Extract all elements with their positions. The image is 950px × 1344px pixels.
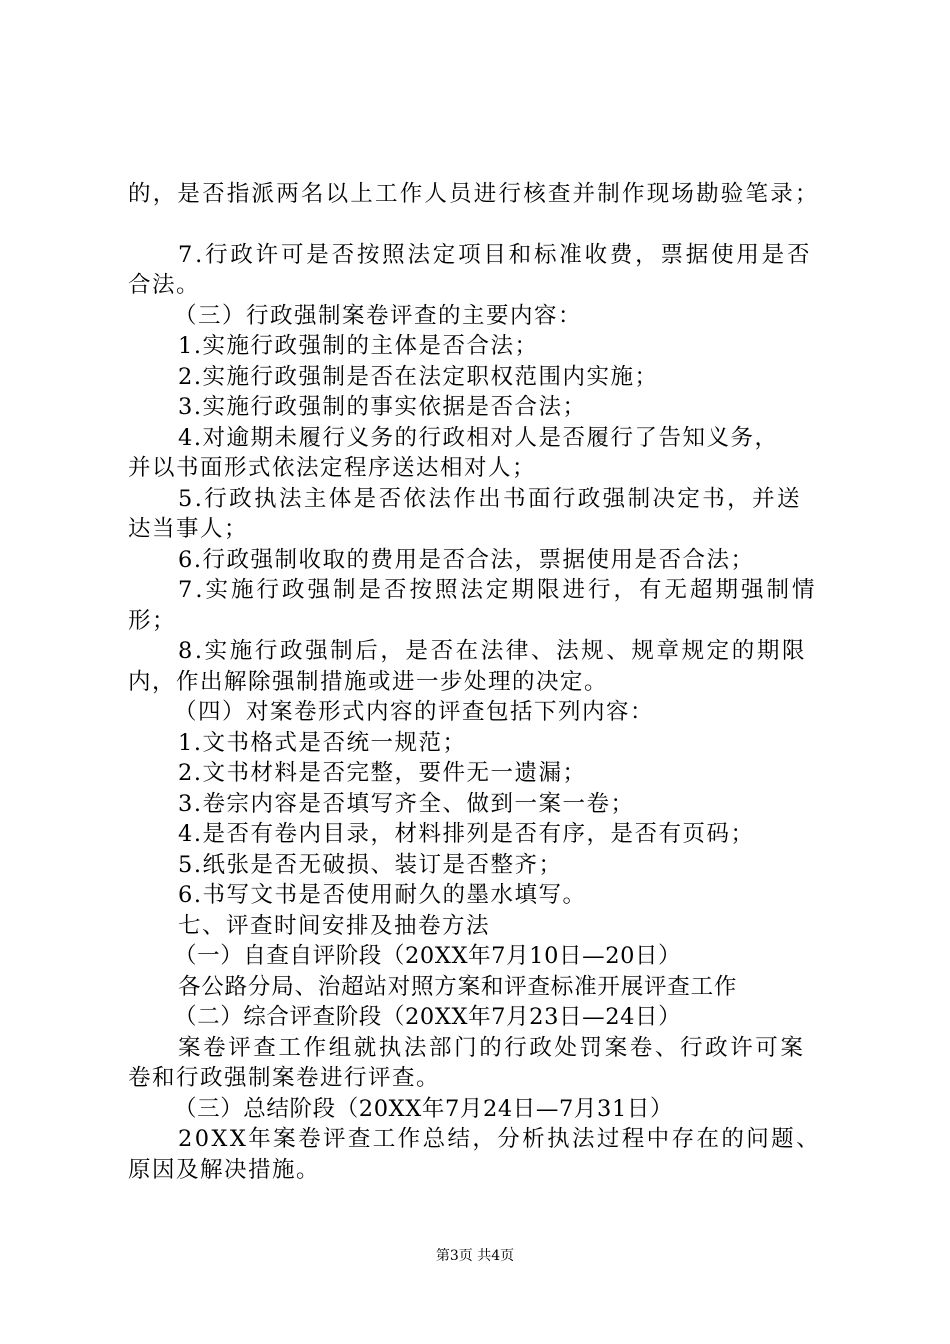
section-heading: （三）总结阶段（20XX年7月24日—7月31日） <box>174 1096 674 1122</box>
list-item: 1.实施行政强制的主体是否合法； <box>178 333 539 359</box>
section-heading: 七、评查时间安排及抽卷方法 <box>178 913 491 939</box>
section-heading: （四）对案卷形式内容的评查包括下列内容： <box>174 699 655 725</box>
paragraph-line: 20XX年案卷评查工作总结，分析执法过程中存在的问题、 <box>178 1126 821 1152</box>
list-item: 5.行政执法主体是否依法作出书面行政强制决定书，并送 <box>178 486 802 512</box>
paragraph-line: 并以书面形式依法定程序送达相对人； <box>128 455 537 481</box>
paragraph-line: 合法。 <box>128 272 201 298</box>
paragraph-line: 达当事人； <box>128 516 249 542</box>
paragraph-line: 内，作出解除强制措施或进一步处理的决定。 <box>128 669 609 695</box>
list-item: 2.实施行政强制是否在法定职权范围内实施； <box>178 364 659 390</box>
paragraph-line: 7.行政许可是否按照法定项目和标准收费，票据使用是否 <box>178 242 813 268</box>
list-item: 1.文书格式是否统一规范； <box>178 730 467 756</box>
paragraph-line: 卷和行政强制案卷进行评查。 <box>128 1065 441 1091</box>
section-heading: （三）行政强制案卷评查的主要内容： <box>174 303 583 329</box>
section-heading: （一）自查自评阶段（20XX年7月10日—20日） <box>174 943 682 969</box>
list-item: 3.卷宗内容是否填写齐全、做到一案一卷； <box>178 791 635 817</box>
list-item: 4.是否有卷内目录，材料排列是否有序，是否有页码； <box>178 821 755 847</box>
list-item: 2.文书材料是否完整，要件无一遗漏； <box>178 760 587 786</box>
list-item: 4.对逾期未履行义务的行政相对人是否履行了告知义务， <box>178 425 779 451</box>
list-item: 7.实施行政强制是否按照法定期限进行，有无超期强制情 <box>178 577 818 603</box>
list-item: 6.行政强制收取的费用是否合法，票据使用是否合法； <box>178 547 755 573</box>
list-item: 8.实施行政强制后，是否在法律、法规、规章规定的期限 <box>178 638 808 664</box>
list-item: 3.实施行政强制的事实依据是否合法； <box>178 394 587 420</box>
section-heading: （二）综合评查阶段（20XX年7月23日—24日） <box>174 1004 682 1030</box>
paragraph-line: 原因及解决措施。 <box>128 1157 321 1183</box>
paragraph-line: 各公路分局、治超站对照方案和评查标准开展评查工作 <box>178 974 738 1000</box>
list-item: 6.书写文书是否使用耐久的墨水填写。 <box>178 882 587 908</box>
page-number: 第3页 共4页 <box>435 1248 515 1264</box>
list-item: 5.纸张是否无破损、装订是否整齐； <box>178 852 563 878</box>
paragraph-line: 案卷评查工作组就执法部门的行政处罚案卷、行政许可案 <box>178 1035 806 1061</box>
paragraph-line: 形； <box>128 608 177 634</box>
paragraph-line: 的，是否指派两名以上工作人员进行核查并制作现场勘验笔录； <box>128 181 820 207</box>
